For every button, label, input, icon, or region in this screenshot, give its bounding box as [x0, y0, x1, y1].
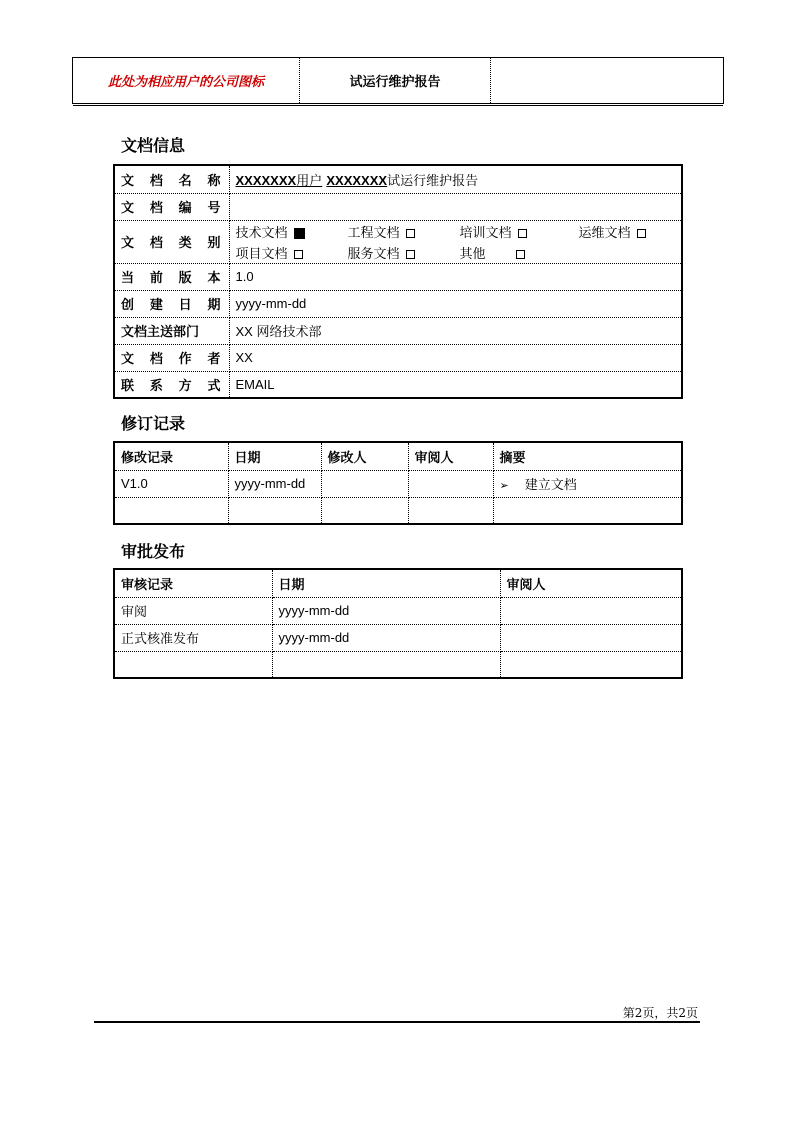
checkbox-unchecked-icon[interactable]: [406, 229, 415, 238]
cell-summary: [493, 470, 682, 497]
label-char: 前: [149, 271, 163, 286]
doc-type-option[interactable]: [236, 243, 303, 262]
row-label: [114, 317, 229, 344]
doc-info-row: [114, 165, 682, 193]
checkbox-unchecked-icon[interactable]: [294, 250, 303, 259]
created-date-value: yyyy-mm-dd: [229, 290, 682, 317]
doc-type-option[interactable]: [460, 222, 527, 241]
doc-type-label: 项目文档: [235, 246, 288, 262]
checkbox-unchecked-icon[interactable]: [406, 250, 415, 259]
table-row: [114, 624, 682, 651]
doc-type-option[interactable]: [579, 222, 646, 241]
doc-type-label: 技术文档: [235, 225, 288, 241]
cell-reviewer: [500, 651, 682, 678]
cell-modifier: [321, 470, 408, 497]
doc-name-part: 用户: [296, 173, 323, 189]
label-char: 档: [149, 201, 163, 216]
col-header: 日期: [272, 569, 500, 597]
doc-type-option[interactable]: [348, 243, 415, 262]
department-value: XX 网络技术部: [229, 317, 682, 344]
doc-info-row: [114, 290, 682, 317]
doc-type-label: 服务文档: [347, 246, 400, 262]
doc-type-label: 培训文档: [459, 225, 512, 241]
cell-reviewer: [408, 497, 493, 524]
label-char: 文: [121, 236, 135, 251]
row-label: [114, 220, 229, 263]
label-char: 作: [178, 352, 192, 367]
cell-date: [228, 497, 321, 524]
label-char: 式: [207, 378, 221, 394]
label-char: 文: [121, 201, 135, 216]
label-char: 版: [178, 271, 192, 286]
label-char: 编: [178, 201, 192, 216]
checkbox-unchecked-icon[interactable]: [516, 250, 525, 259]
cell-modifier: [321, 497, 408, 524]
col-header: 修改记录: [114, 442, 228, 470]
row-label: [114, 290, 229, 317]
cell-record: V1.0: [114, 470, 228, 497]
row-label: [114, 371, 229, 398]
cell-record: 审阅: [114, 597, 272, 624]
label-char: 联: [121, 378, 135, 394]
doc-name-part: 试运行维护报告: [387, 173, 479, 189]
doc-info-row: [114, 263, 682, 290]
doc-number-value: [229, 193, 682, 220]
doc-info-row: [114, 371, 682, 398]
doc-type-label: 运维文档: [578, 225, 631, 241]
table-row: [114, 651, 682, 678]
col-header: 修改人: [321, 442, 408, 470]
label-char: 日: [178, 298, 192, 313]
header-empty-cell: [489, 58, 723, 103]
label-char: 期: [207, 298, 221, 313]
label-char: 名: [178, 173, 192, 189]
footer-divider: [94, 1021, 700, 1023]
col-header: 日期: [228, 442, 321, 470]
doc-info-row: [114, 344, 682, 371]
page-header: [72, 57, 724, 104]
label-char: 称: [207, 173, 221, 189]
summary-text: 建立文档: [524, 478, 577, 493]
doc-type-options: [229, 220, 682, 263]
revision-table: [113, 441, 683, 525]
row-label: [114, 193, 229, 220]
doc-type-option[interactable]: [236, 222, 305, 241]
doc-type-label: 其他: [459, 246, 486, 262]
label-char: 别: [207, 236, 221, 251]
cell-date: yyyy-mm-dd: [228, 470, 321, 497]
approval-header-row: [114, 569, 682, 597]
cell-date: [272, 651, 500, 678]
company-logo-placeholder: 此处为相应用户的公司图标: [107, 75, 264, 90]
col-header: 审阅人: [500, 569, 682, 597]
table-row: [114, 597, 682, 624]
approval-table: [113, 568, 683, 679]
author-value: XX: [229, 344, 682, 371]
cell-reviewer: [408, 470, 493, 497]
label-char: 方: [178, 378, 192, 394]
table-row: [114, 470, 682, 497]
bullet-arrow-icon: ➢: [499, 479, 509, 492]
version-value: 1.0: [229, 263, 682, 290]
col-header: 审核记录: [114, 569, 272, 597]
doc-info-row: [114, 193, 682, 220]
label-char: 档: [149, 352, 163, 367]
row-label: [114, 165, 229, 193]
header-doc-title: 试运行维护报告: [299, 58, 491, 103]
label-char: 文: [121, 352, 135, 367]
row-label: [114, 263, 229, 290]
cell-record: [114, 651, 272, 678]
doc-name-part: XXXXXXX: [326, 172, 388, 188]
cell-record: [114, 497, 228, 524]
label-char: 文: [121, 173, 135, 189]
contact-value: EMAIL: [229, 371, 682, 398]
cell-date: yyyy-mm-dd: [272, 597, 500, 624]
doc-name-part: XXXXXXX: [235, 172, 297, 188]
doc-info-title: 文档信息: [121, 136, 186, 155]
doc-type-option[interactable]: [460, 243, 525, 262]
label-char: 类: [178, 236, 192, 251]
row-label: [114, 344, 229, 371]
col-header: 摘要: [493, 442, 682, 470]
page-number: 第2页，共2页: [622, 1006, 698, 1020]
doc-type-label: 工程文档: [347, 225, 400, 241]
revision-title: 修订记录: [121, 414, 186, 433]
label-char: 系: [149, 378, 163, 394]
checkbox-unchecked-icon[interactable]: [637, 229, 646, 238]
label-char: 文档主送部门: [121, 325, 200, 340]
label-char: 档: [149, 173, 163, 189]
label-char: 者: [207, 352, 221, 367]
label-char: 档: [149, 236, 163, 251]
label-char: 号: [207, 201, 221, 216]
cell-reviewer: [500, 597, 682, 624]
cell-date: yyyy-mm-dd: [272, 624, 500, 651]
doc-info-row: [114, 317, 682, 344]
doc-info-table: [113, 164, 683, 399]
label-char: 当: [121, 271, 135, 286]
doc-type-option[interactable]: [348, 222, 415, 241]
doc-info-row: [114, 220, 682, 263]
label-char: 本: [207, 271, 221, 286]
table-row: [114, 497, 682, 524]
checkbox-checked-icon[interactable]: [294, 228, 305, 239]
checkbox-unchecked-icon[interactable]: [518, 229, 527, 238]
revision-header-row: [114, 442, 682, 470]
label-char: 创: [121, 298, 135, 313]
approval-title: 审批发布: [121, 542, 186, 561]
cell-summary: [493, 497, 682, 524]
doc-name-value: [229, 165, 682, 193]
label-char: 建: [149, 298, 163, 313]
cell-record: 正式核准发布: [114, 624, 272, 651]
cell-reviewer: [500, 624, 682, 651]
col-header: 审阅人: [408, 442, 493, 470]
